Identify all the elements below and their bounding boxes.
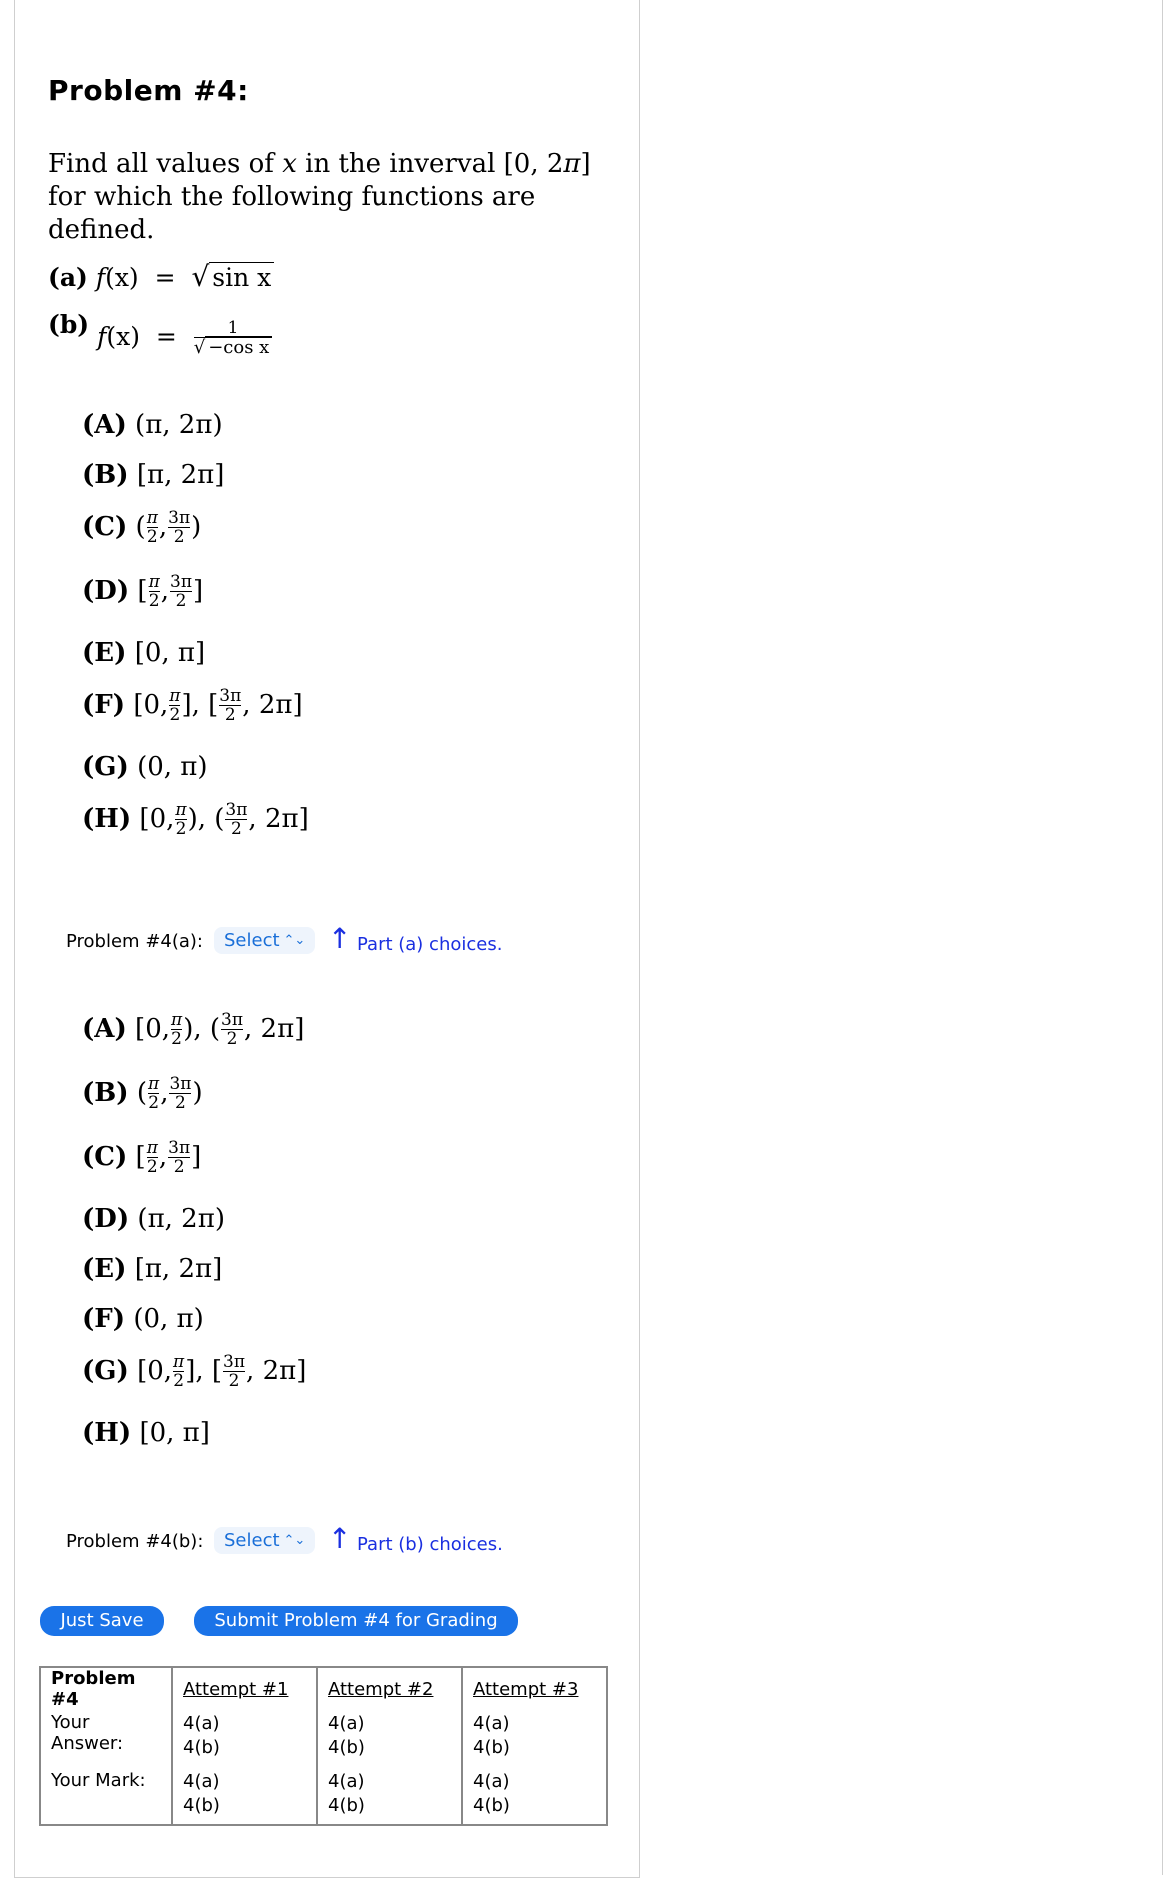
table-cell: 4(a) 4(b) xyxy=(172,1710,317,1766)
answer-b-select[interactable]: Select ⌃⌄ xyxy=(214,1527,315,1554)
statement-pi: π xyxy=(563,149,581,179)
fx-symbol: f xyxy=(97,322,107,351)
choice-b-G: (G) [0, $\frac{\pi}{2}$ ], [ $\frac{3\pi}{2}$ , 2π] xyxy=(82,1352,307,1391)
choice-a-G: (G) (0, π) xyxy=(82,752,208,782)
answer-a-label: Problem #4(a): xyxy=(66,931,203,952)
equals-sign: = xyxy=(154,263,176,292)
answer-b-hint: Part (b) choices. xyxy=(357,1534,503,1555)
table-cell: 4(a) 4(b) xyxy=(462,1766,607,1825)
choice-a-C: (C) ( $\frac{\pi}{2}$ , $\frac{3\pi}{2}$ ) xyxy=(82,508,202,547)
part-a-function xyxy=(48,260,274,293)
one-over-sqrt: $\frac{1}{\text{√ −cos x}}$ xyxy=(194,320,273,357)
table-cell: 4(a) 4(b) xyxy=(462,1710,607,1766)
attempts-table xyxy=(39,1666,608,1826)
neg-cos-x: −cos x xyxy=(205,336,272,358)
table-header-row xyxy=(40,1667,607,1710)
your-answer-label: Your Answer: xyxy=(51,1712,124,1754)
choice-a-A: (A) (π, 2π) xyxy=(82,410,223,440)
choice-a-F: (F) [0, $\frac{\pi}{2}$ ], [ $\frac{3\pi}{2}$ , 2π] xyxy=(82,686,303,725)
choice-b-E: (E) [π, 2π] xyxy=(82,1254,223,1284)
choice-b-F: (F) (0, π) xyxy=(82,1304,204,1334)
attempt-2-link[interactable]: Attempt #2 xyxy=(317,1667,462,1710)
chevron-updown-icon: ⌃⌄ xyxy=(283,933,306,948)
part-b-label: (b) xyxy=(48,310,90,339)
chevron-updown-icon: ⌃⌄ xyxy=(283,1533,306,1548)
arrow-up-icon: ↑ xyxy=(328,922,352,955)
page-divider xyxy=(1162,0,1163,1875)
problem-statement xyxy=(48,148,628,247)
answer-b-label: Problem #4(b): xyxy=(66,1531,204,1552)
choice-a-H: (H) [0, $\frac{\pi}{2}$ ), ( $\frac{3\pi}{2}$ , 2π] xyxy=(82,800,309,839)
fx-arg: (x) xyxy=(105,263,139,292)
sin-x: sin x xyxy=(209,262,274,292)
statement-text-1: Find all values of xyxy=(48,149,274,179)
choice-b-B: (B) ( $\frac{\pi}{2}$ , $\frac{3\pi}{2}$ ) xyxy=(82,1074,203,1113)
submit-button[interactable]: Submit Problem #4 for Grading xyxy=(194,1606,518,1636)
attempt-1-link[interactable]: Attempt #1 xyxy=(172,1667,317,1710)
choice-a-E: (E) [0, π] xyxy=(82,638,206,668)
fx-symbol: f xyxy=(95,263,106,292)
fx-arg: (x) xyxy=(106,322,140,351)
choice-a-D: (D) [ $\frac{\pi}{2}$ , $\frac{3\pi}{2}$ ] xyxy=(82,572,204,611)
choice-b-D: (D) (π, 2π) xyxy=(82,1204,225,1234)
table-cell: 4(a) 4(b) xyxy=(317,1766,462,1825)
statement-text-2: in the inverval [0, 2 xyxy=(305,149,564,179)
arrow-up-icon: ↑ xyxy=(328,1522,352,1555)
your-mark-label: Your Mark: xyxy=(51,1770,146,1791)
choice-b-H: (H) [0, π] xyxy=(82,1418,210,1448)
part-a-label: (a) xyxy=(48,263,88,292)
answer-a-select[interactable]: Select ⌃⌄ xyxy=(214,927,315,954)
problem-title: Problem #4: xyxy=(48,74,249,107)
table-cell: 4(a) 4(b) xyxy=(172,1766,317,1825)
choice-b-C: (C) [ $\frac{\pi}{2}$ , $\frac{3\pi}{2}$ ] xyxy=(82,1138,202,1177)
table-header-problem: Problem #4 xyxy=(51,1668,136,1710)
part-b-function xyxy=(48,310,273,357)
choice-b-A: (A) [0, $\frac{\pi}{2}$ ), ( $\frac{3\pi}{2}$ , 2π] xyxy=(82,1010,305,1049)
sqrt-symbol: √ xyxy=(191,260,210,293)
choice-a-B: (B) [π, 2π] xyxy=(82,460,225,490)
just-save-button[interactable]: Just Save xyxy=(40,1606,164,1636)
attempt-3-link[interactable]: Attempt #3 xyxy=(462,1667,607,1710)
statement-text-3: ] for which the following functions are defined. xyxy=(48,149,591,245)
equals-sign: = xyxy=(155,322,177,351)
table-row xyxy=(40,1766,607,1825)
table-row xyxy=(40,1710,607,1766)
answer-a-hint: Part (a) choices. xyxy=(357,934,503,955)
table-cell: 4(a) 4(b) xyxy=(317,1710,462,1766)
statement-var: x xyxy=(282,149,297,179)
